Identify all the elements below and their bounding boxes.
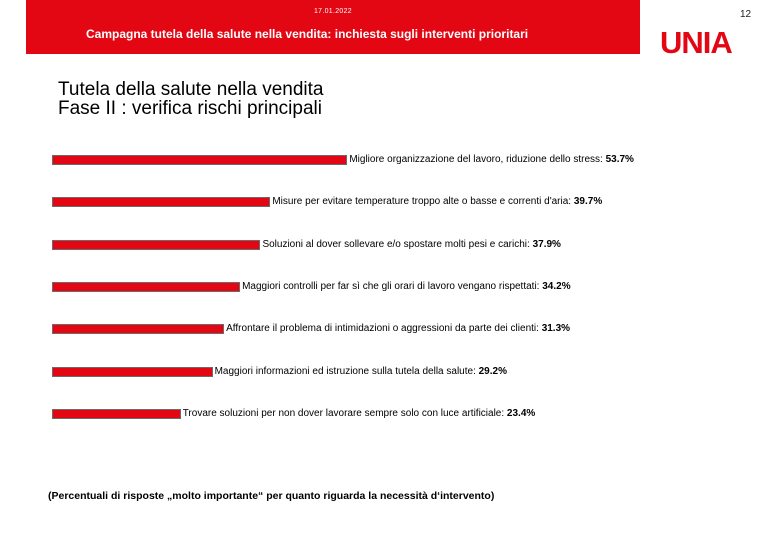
bar-label-2	[272, 196, 602, 208]
bar-category-1: Migliore organizzazione del lavoro, riduzione dello stress:	[349, 154, 606, 165]
bar-5	[52, 324, 224, 334]
bar-label-3	[262, 239, 561, 251]
bar-value-2: 39.7%	[573, 196, 603, 208]
bar-1	[52, 155, 347, 165]
bar-value-6: 29.2%	[478, 365, 507, 377]
bar-value-1: 53.7%	[605, 154, 634, 165]
bar-label-5	[226, 323, 570, 335]
bar-label-6	[215, 366, 507, 378]
bar-category-5: Affrontare il problema di intimidazioni o aggressioni da parte dei clienti:	[226, 323, 542, 335]
footnote: (Percentuali di risposte „molto importante“ per quanto riguarda la necessità d‘intervento)	[48, 490, 495, 502]
unia-logo-text: UNIA	[660, 25, 732, 56]
bar-label-1	[349, 154, 634, 166]
slide-title-line2: Fase II : verifica rischi principali	[58, 98, 322, 119]
bar-value-4: 34.2%	[542, 280, 571, 292]
bar-label-4	[242, 281, 571, 293]
bar-category-7: Trovare soluzioni per non dover lavorare sempre solo con luce artificiale:	[182, 407, 507, 419]
bar-category-2: Misure per evitare temperature troppo alte o basse e correnti d'aria:	[272, 196, 574, 208]
bar-category-3: Soluzioni al dover sollevare e/o spostare molti pesi e carichi:	[262, 238, 533, 250]
bar-label-7	[183, 408, 536, 420]
bar-3	[52, 240, 260, 250]
bar-category-4: Maggiori controlli per far sì che gli orari di lavoro vengano rispettati:	[242, 280, 543, 292]
slide-title-line1: Tutela della salute nella vendita	[58, 79, 324, 100]
bar-category-6: Maggiori informazioni ed istruzione sulla tutela della salute:	[214, 365, 479, 377]
bar-7	[52, 409, 181, 419]
bar-value-5: 31.3%	[541, 323, 571, 335]
header-subtitle: Campagna tutela della salute nella vendita: inchiesta sugli interventi prioritari	[86, 27, 529, 41]
header-date: 17.01.2022	[313, 8, 353, 15]
bar-4	[52, 282, 240, 292]
bar-6	[52, 367, 213, 377]
bar-value-3: 37.9%	[532, 238, 561, 250]
bar-2	[52, 197, 270, 207]
page-number: 12	[740, 9, 752, 20]
bar-value-7: 23.4%	[506, 407, 536, 419]
